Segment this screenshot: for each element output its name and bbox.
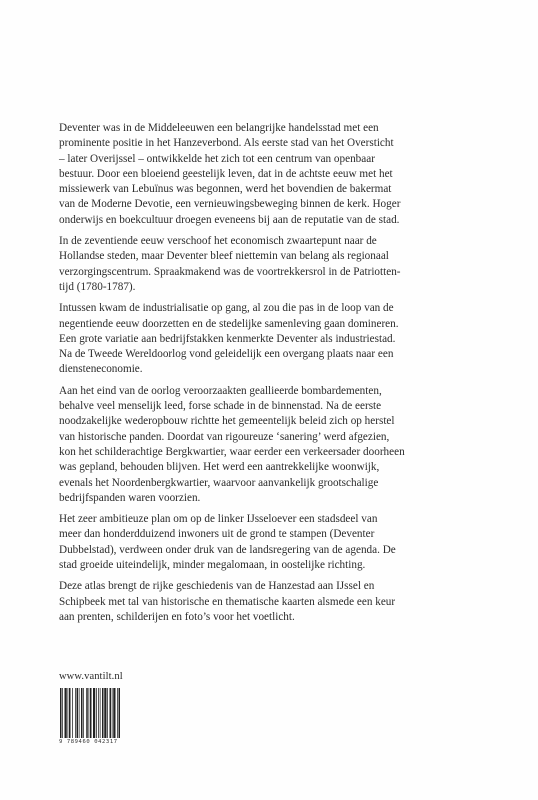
barcode-bar xyxy=(117,688,118,738)
barcode-bar xyxy=(69,688,71,738)
barcode-bar xyxy=(65,688,67,738)
barcode-bar xyxy=(100,688,101,738)
barcode-digits: 9 789460 042317 xyxy=(59,739,118,745)
paragraph-2: In de zeventiende eeuw verschoof het economisch zwaartepunt naar de Hollandse steden, maar Deventer bleef niettemin van belang als regionaal verzorgingscentrum. Spraakmakend was de voortrekkersrol in de Patriotten- tijd (1780-1787). xyxy=(59,235,401,293)
isbn-barcode xyxy=(59,688,139,740)
paragraph-6: Deze atlas brengt de rijke geschiedenis van de Hanzestad aan IJssel en Schipbeek met tal van historische en thematische kaarten alsmede een keur aan prenten, schilderijen en foto’s voor het voetlicht. xyxy=(59,580,396,623)
barcode-bar xyxy=(83,688,84,738)
barcode-bar xyxy=(79,688,80,738)
publisher-url: www.vantilt.nl xyxy=(59,671,123,682)
barcode-bars xyxy=(59,688,139,740)
paragraph-1: Deventer was in de Middeleeuwen een belangrijke handelsstad met een prominente positie in het Hanzeverbond. Als eerste stad van het Oversticht – later Overijssel – ontwikkelde het zich tot een centrum van openbaar bestuur. Door een bloeiend geestelijk leven, dat in de achtste eeuw met het missiewerk van Lebuïnus was begonnen, werd het bovendien de bakermat van de Moderne Devotie, een vernieuwingsbeweging binnen de kerk. Hoger onderwijs en boekcultuur droegen eveneens bij aan de reputatie van de stad. xyxy=(59,122,401,226)
barcode-bar xyxy=(104,688,106,738)
paragraph-5: Het zeer ambitieuze plan om op de linker IJsseloever een stadsdeel van meer dan honderdduizend inwoners uit de grond te stampen (Deventer Dubbelstad), verdween onder druk van de landsregering van de agenda. De stad groeide uiteindelijk, minder megalomaan, in oostelijke richting. xyxy=(59,513,396,572)
barcode-bar xyxy=(81,688,83,738)
barcode-bar xyxy=(90,688,92,738)
barcode-bar xyxy=(93,688,95,738)
barcode-bar xyxy=(110,688,112,738)
barcode-bar xyxy=(75,688,76,738)
barcode-bar xyxy=(72,688,73,738)
barcode-bar xyxy=(60,688,62,738)
barcode-bar xyxy=(113,688,115,738)
barcode-bar xyxy=(112,688,113,738)
paragraph-4: Aan het eind van de oorlog veroorzaakten geallieerde bombardementen, behalve veel menselijk leed, forse schade in de binnenstad. Na de eerste noodzakelijke wederopbouw richtte het gemeentelijk beleid zich op herstel van historische panden. Doordat van rigoureuze ‘sanering’ werd afgezien, kon het schilderachtige Bergkwartier, waar eerder een verkeersader doorheen was gepland, behouden blijven. Het werd een aantrekkelijke woonwijk, evenals het Noordenbergkwartier, waarvoor aanvankelijk grootschalige bedrijfspanden waren voorzien. xyxy=(59,384,405,504)
barcode-bar xyxy=(119,688,121,738)
blurb-text xyxy=(59,121,479,631)
barcode-bar xyxy=(62,688,63,738)
barcode-bar xyxy=(107,688,108,738)
barcode-bar xyxy=(68,688,69,738)
barcode-bar xyxy=(86,688,88,738)
barcode-bar xyxy=(89,688,90,738)
barcode-bar xyxy=(96,688,97,738)
barcode-bar xyxy=(77,688,79,738)
barcode-bar xyxy=(102,688,104,738)
barcode-bar xyxy=(98,688,99,738)
paragraph-3: Intussen kwam de industrialisatie op gang, al zou die pas in de loop van de negentiende eeuw doorzetten en de stedelijke samenleving gaan domineren. Een grote variatie aan bedrijfstakken kenmerkte Deventer als industriestad. Na de Tweede Wereldoorlog vond geleidelijk een overgang plaats naar een diensteneconomie. xyxy=(59,302,399,376)
